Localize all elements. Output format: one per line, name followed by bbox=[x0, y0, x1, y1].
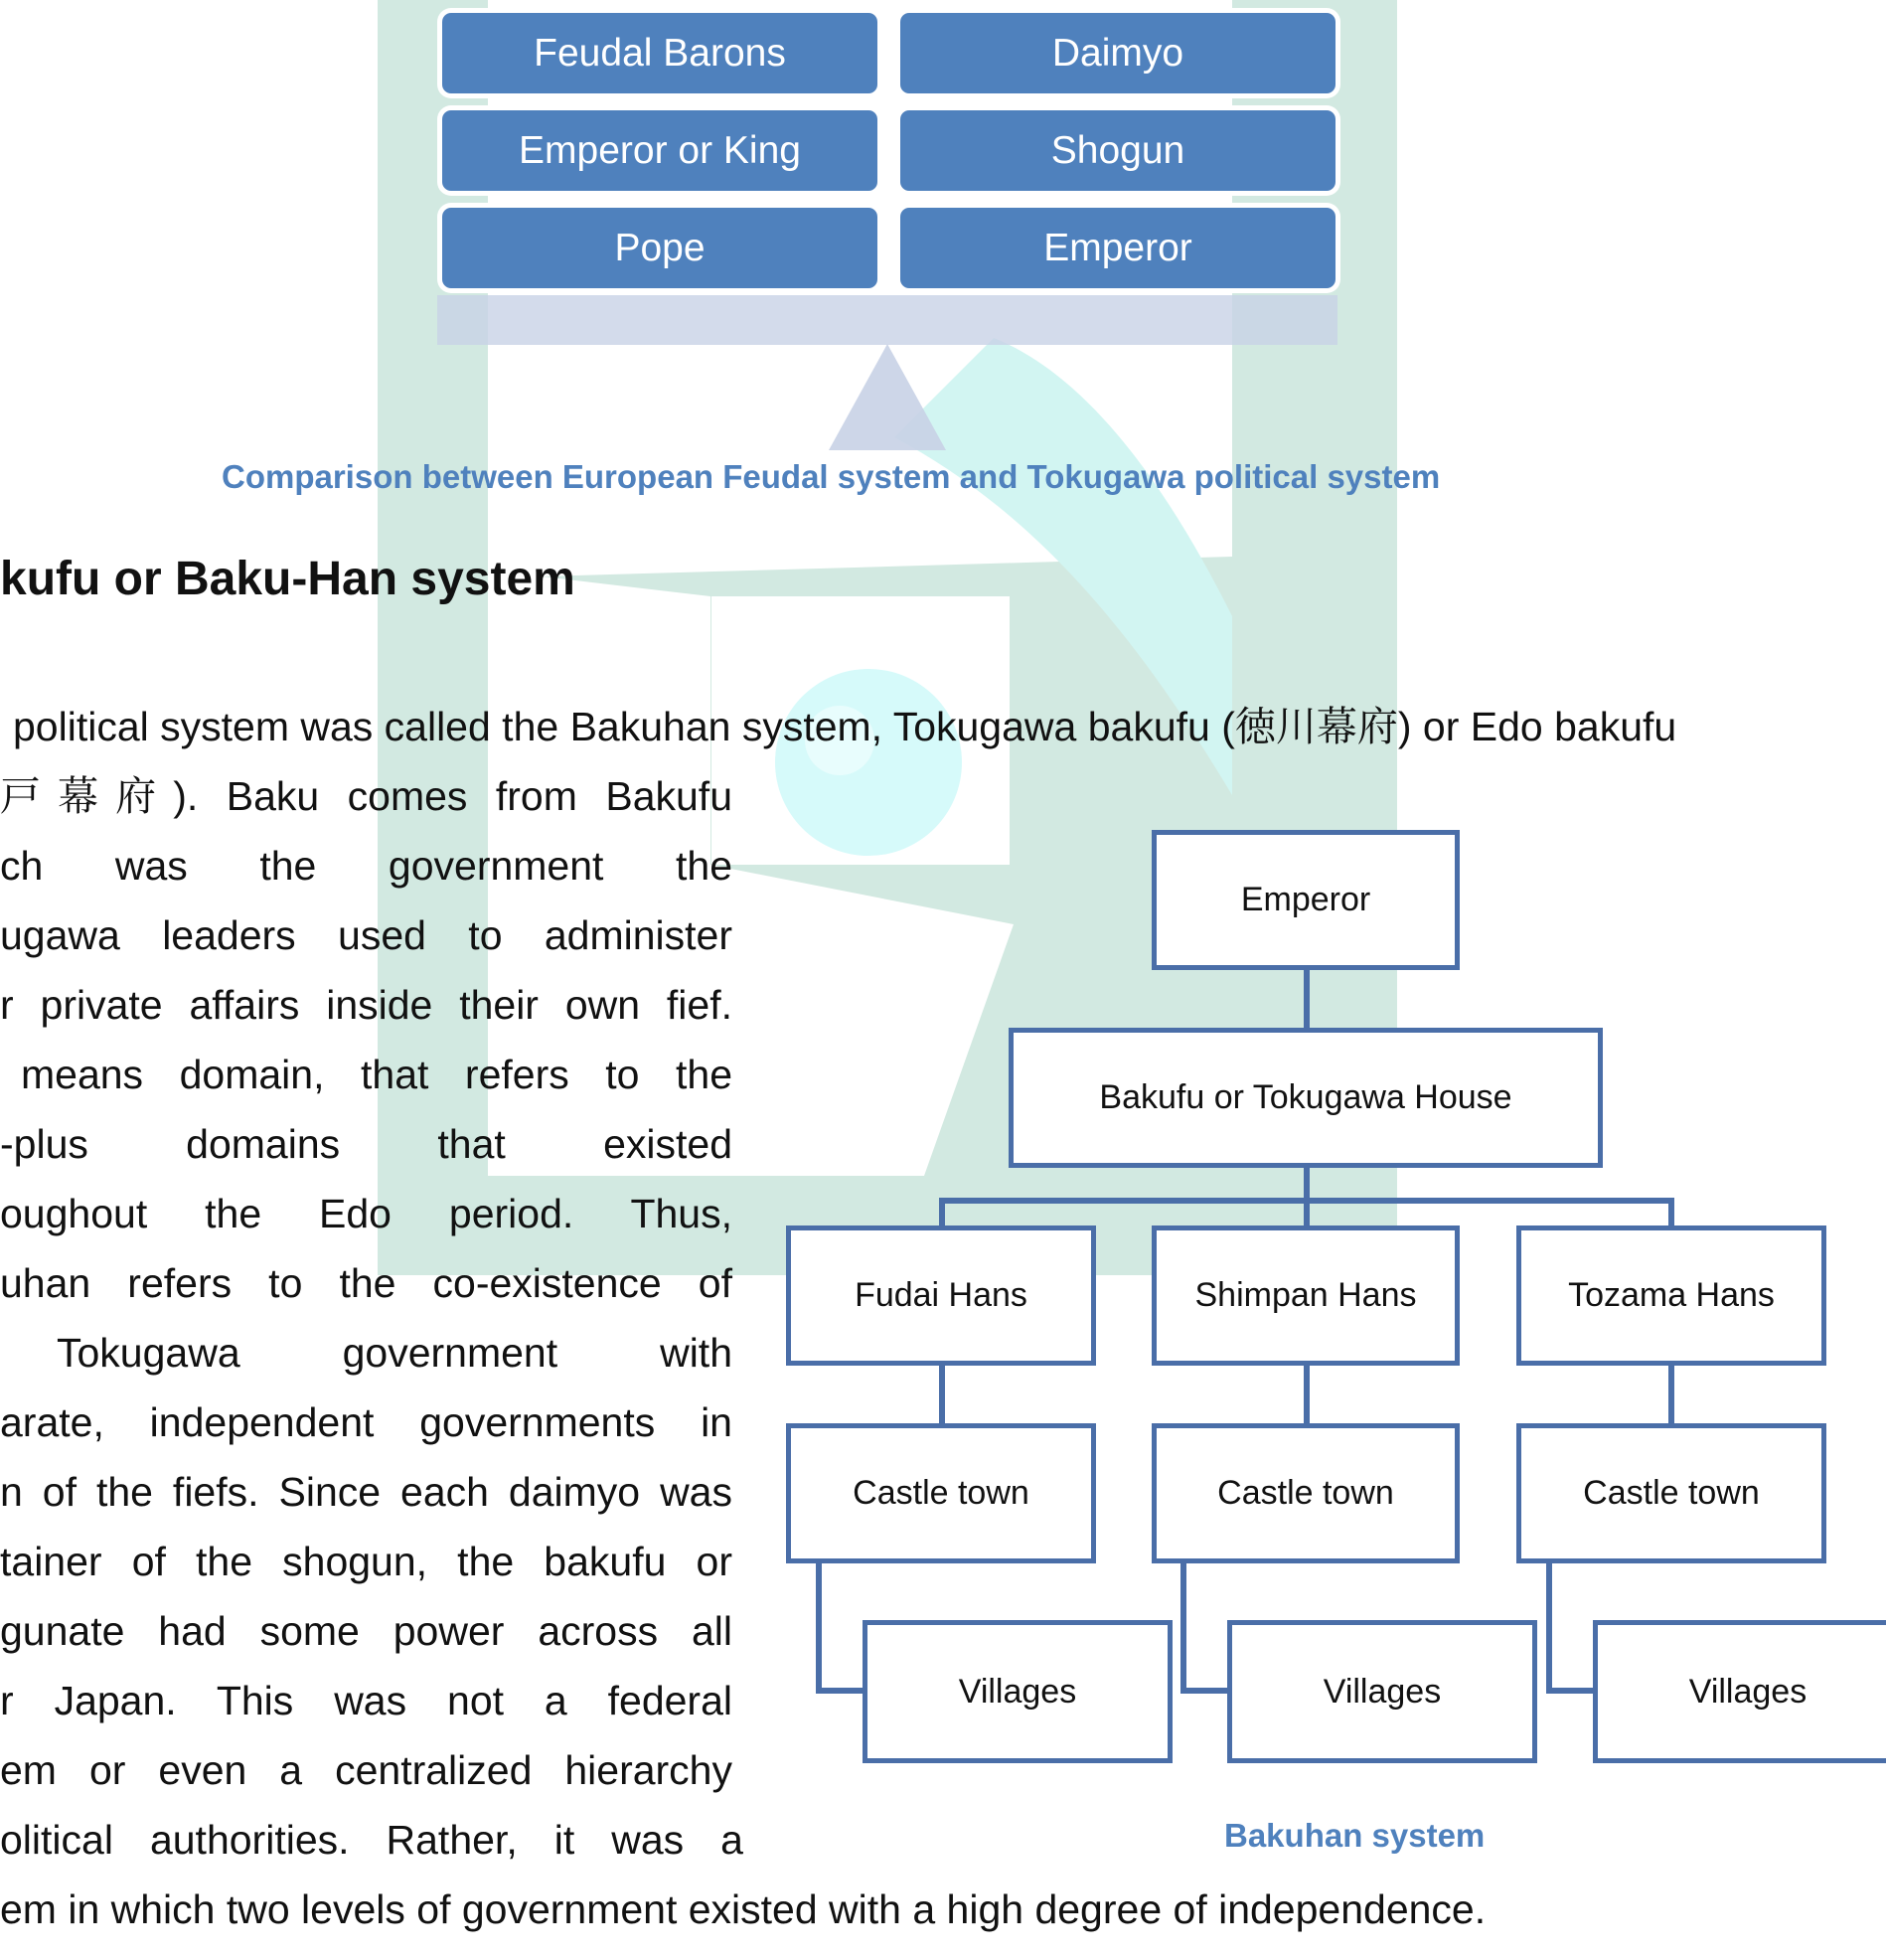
european-level-1: Feudal Barons bbox=[442, 13, 877, 93]
connector bbox=[816, 1688, 863, 1694]
org-node-emperor: Emperor bbox=[1152, 830, 1460, 970]
body-line: -plus domains that existed bbox=[0, 1121, 732, 1167]
connector bbox=[939, 1366, 945, 1423]
org-node-castle-town: Castle town bbox=[1516, 1423, 1826, 1563]
section-heading: kufu or Baku-Han system bbox=[0, 553, 575, 605]
connector bbox=[1180, 1563, 1186, 1694]
body-line: em or even a centralized hierarchy bbox=[0, 1747, 732, 1793]
comparison-caption: Comparison between European Feudal system and Tokugawa political system bbox=[222, 458, 1441, 495]
org-node-tozama: Tozama Hans bbox=[1516, 1225, 1826, 1366]
body-line: gunate had some power across all bbox=[0, 1608, 732, 1654]
tokugawa-level-1: Daimyo bbox=[900, 13, 1336, 93]
body-line: political system was called the Bakuhan system, Tokugawa bakufu (徳川幕府) or Edo bakufu bbox=[13, 704, 1677, 749]
body-line: em in which two levels of government existed with a high degree of independence. bbox=[0, 1886, 1487, 1932]
body-line: arate, independent governments in bbox=[0, 1399, 732, 1445]
connector bbox=[1304, 1366, 1310, 1423]
tokugawa-level-3: Emperor bbox=[900, 208, 1336, 288]
body-line: tainer of the shogun, the bakufu or bbox=[0, 1539, 732, 1584]
connector bbox=[1304, 970, 1310, 1028]
connector bbox=[816, 1563, 822, 1694]
connector bbox=[1304, 1168, 1310, 1225]
connector bbox=[1668, 1366, 1674, 1423]
connector bbox=[939, 1198, 1674, 1204]
org-node-villages: Villages bbox=[1227, 1620, 1537, 1763]
connector bbox=[939, 1198, 945, 1225]
body-line: Tokugawa government with bbox=[57, 1330, 732, 1376]
body-line: olitical authorities. Rather, it was a bbox=[0, 1817, 743, 1863]
european-level-2: Emperor or King bbox=[442, 110, 877, 191]
org-node-villages: Villages bbox=[863, 1620, 1173, 1763]
connector bbox=[1546, 1688, 1593, 1694]
body-line: ugawa leaders used to administer bbox=[0, 912, 732, 958]
body-line: 戸幕府). Baku comes from Bakufu bbox=[0, 773, 732, 819]
body-line: r private affairs inside their own fief. bbox=[0, 982, 732, 1028]
body-line: uhan refers to the co-existence of bbox=[0, 1260, 732, 1306]
org-node-fudai: Fudai Hans bbox=[786, 1225, 1096, 1366]
balance-fulcrum bbox=[829, 344, 946, 451]
connector bbox=[1180, 1688, 1227, 1694]
tokugawa-level-2: Shogun bbox=[900, 110, 1336, 191]
org-node-castle-town: Castle town bbox=[786, 1423, 1096, 1563]
org-node-castle-town: Castle town bbox=[1152, 1423, 1460, 1563]
body-line: n of the fiefs. Since each daimyo was bbox=[0, 1469, 732, 1515]
balance-beam bbox=[437, 295, 1337, 345]
org-node-villages: Villages bbox=[1593, 1620, 1886, 1763]
body-line: means domain, that refers to the bbox=[21, 1052, 732, 1097]
body-line: ch was the government the bbox=[0, 843, 732, 889]
connector bbox=[1546, 1563, 1552, 1694]
body-line: r Japan. This was not a federal bbox=[0, 1678, 732, 1723]
org-node-bakufu: Bakufu or Tokugawa House bbox=[1009, 1028, 1603, 1168]
connector bbox=[1668, 1198, 1674, 1225]
body-line: oughout the Edo period. Thus, bbox=[0, 1191, 732, 1236]
org-node-shimpan: Shimpan Hans bbox=[1152, 1225, 1460, 1366]
european-level-3: Pope bbox=[442, 208, 877, 288]
org-chart-caption: Bakuhan system bbox=[1224, 1817, 1486, 1854]
